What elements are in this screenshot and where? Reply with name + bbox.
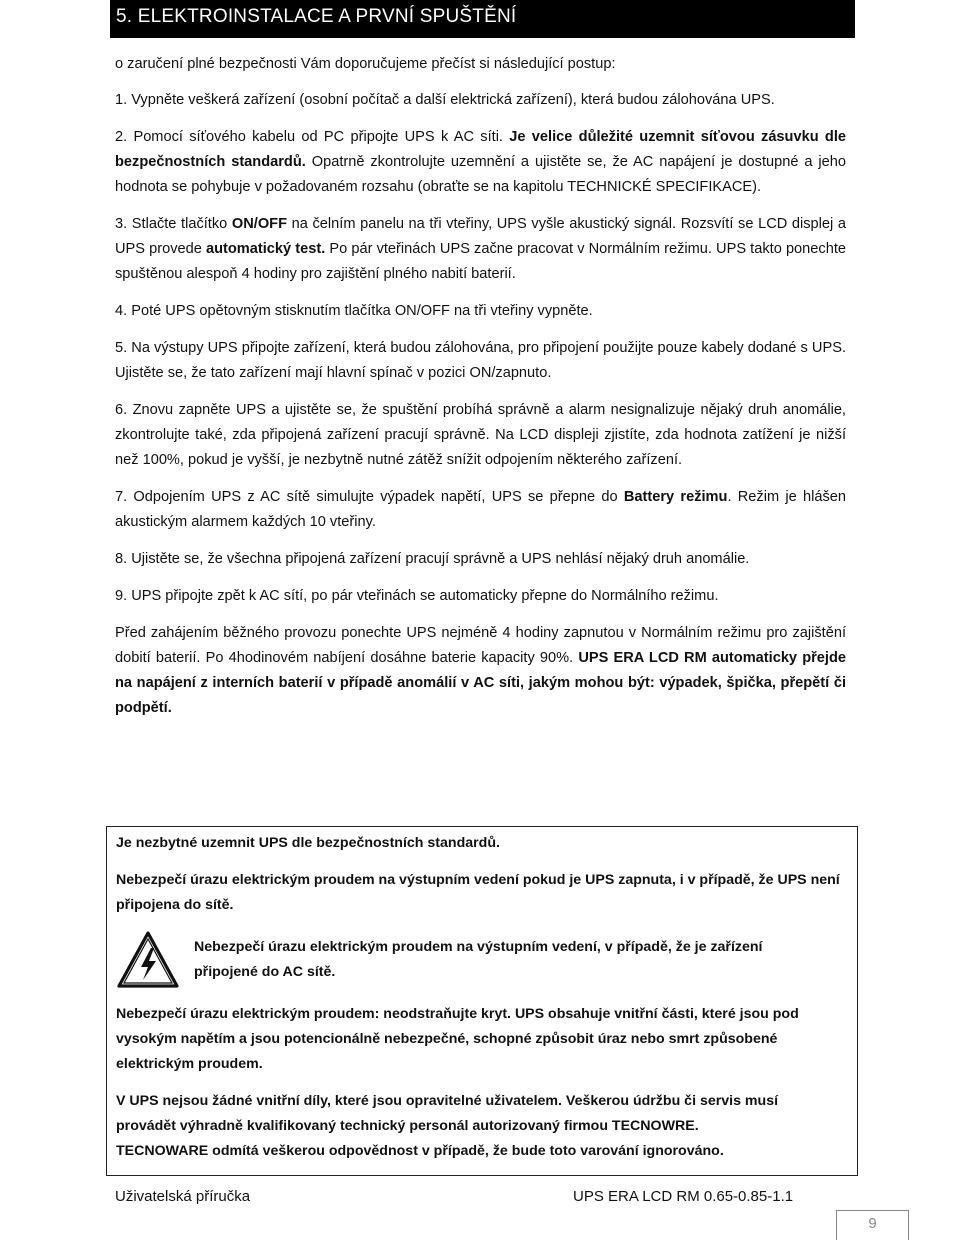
section-header	[110, 0, 855, 38]
step-7: 7. Odpojením UPS z AC sítě simulujte výpadek napětí, UPS se přepne do Battery režimu. Režim je hlášen akustickým alarmem každých 10 vteřiny.	[115, 489, 846, 530]
instructions-body	[115, 52, 846, 733]
high-voltage-warning-icon	[116, 930, 180, 990]
footer-manual-title: Uživatelská příručka	[115, 1188, 251, 1205]
on-off-label: ON/OFF	[231, 216, 288, 232]
step-4: 4. Poté UPS opětovným stisknutím tlačítka ON/OFF na tři vteřiny vypněte.	[115, 303, 593, 319]
page-number-box	[836, 1210, 909, 1240]
intro-text: o zaručení plné bezpečnosti Vám doporučujeme přečíst si následující postup:	[115, 56, 616, 72]
warning-cover: Nebezpečí úrazu elektrickým proudem: neodstraňujte kryt. UPS obsahuje vnitřní části, které jsou pod vysokým napětím a jsou potencionálně nebezpečné, schopné způsobit úraz nebo smrt způsobené elektrickým proudem.	[116, 1006, 799, 1072]
warning-disclaimer: TECNOWARE odmítá veškerou odpovědnost v případě, že bude toto varování ignorováno.	[116, 1143, 724, 1159]
step-2: 2. Pomocí síťového kabelu od PC připojte UPS k AC síti. Je velice důležité uzemnit síťovou zásuvku dle bezpečnostních standardů. Opatrně zkontrolujte uzemnění a ujistěte se, že AC napájení je dostupné a jeho hodnota se pohybuje v požadovaném rozsahu (obraťte se na kapitolu TECHNICKÉ SPECIFIKACE).	[115, 129, 847, 195]
warning-with-icon	[116, 930, 857, 990]
warning-service: V UPS nejsou žádné vnitřní díly, které jsou opravitelné uživatelem. Veškerou údržbu či servis musí provádět výhradně kvalifikovaný technický personál autorizovaný firmou TECNOWRE. TECNOWARE odmítá veškerou odpovědnost v případě, že bude toto varování ignorováno.	[116, 1093, 779, 1159]
battery-mode-label: Battery režimu	[623, 489, 728, 505]
warning-grounding: Je nezbytné uzemnit UPS dle bezpečnostních standardů.	[116, 835, 500, 851]
safety-warning-box	[106, 826, 858, 1176]
step-6: 6. Znovu zapněte UPS a ujistěte se, že spuštění probíhá správně a alarm nesignalizuje nějaký druh anomálie, zkontrolujte také, zda připojená zařízení pracují správně. Na LCD displeji zjistíte, zda hodnota zatížení je nižší než 100%, pokud je vyšší, je nezbytně nutné zátěž snížit odpojením některého zařízení.	[115, 402, 846, 468]
step-8: 8. Ujistěte se, že všechna připojená zařízení pracují správně a UPS nehlásí nějaký druh anomálie.	[115, 551, 750, 567]
step-3: 3. Stlačte tlačítko ON/OFF na čelním panelu na tři vteřiny, UPS vyšle akustický signál. Rozsvítí se LCD displej a UPS provede automatický test. Po pár vteřinách UPS začne pracovat v Normálním režimu. UPS takto ponechte spuštěnou alespoň 4 hodiny pro zajištění plného nabití baterií.	[115, 216, 846, 282]
closing-paragraph: Před zahájením běžného provozu ponechte UPS nejméně 4 hodiny zapnutou v Normálním režimu pro zajištění dobití baterií. Po 4hodinovém nabíjení dosáhne baterie kapacity 90%. UPS ERA LCD RM automaticky přejde na napájení z interních baterií v případě anomálií v AC síti, jakým mohou být: výpadek, špička, přepětí či podpětí.	[115, 625, 846, 716]
step-1: 1. Vypněte veškerá zařízení (osobní počítač a další elektrická zařízení), která budou zálohována UPS.	[115, 92, 775, 108]
warning-ac-shock: Nebezpečí úrazu elektrickým proudem na výstupním vedení, v případě, že je zařízení připojené do AC sítě.	[194, 939, 763, 980]
warning-output-shock: Nebezpečí úrazu elektrickým proudem na výstupním vedení pokud je UPS zapnuta, i v případě, že UPS není připojena do sítě.	[116, 872, 840, 913]
footer-model: UPS ERA LCD RM 0.65-0.85-1.1	[573, 1188, 794, 1205]
auto-test-label: automatický test.	[205, 241, 326, 257]
step-9: 9. UPS připojte zpět k AC sítí, po pár vteřinách se automaticky přepne do Normálního režimu.	[115, 588, 719, 604]
section-title: 5. ELEKTROINSTALACE A PRVNÍ SPUŠTĚNÍ	[116, 6, 517, 27]
page-number: 9	[868, 1215, 877, 1232]
step-5: 5. Na výstupy UPS připojte zařízení, která budou zálohována, pro připojení použijte pouze kabely dodané s UPS. Ujistěte se, že tato zařízení mají hlavní spínač v pozici ON/zapnuto.	[115, 340, 846, 381]
closing-emphasis: UPS ERA LCD RM automaticky přejde na napájení z interních baterií v případě anomálií v AC síti, jakým mohou být: výpadek, špička, přepětí či podpětí.	[115, 650, 846, 716]
step-2-emphasis: Je velice důležité uzemnit síťovou zásuvku dle bezpečnostních standardů.	[115, 129, 846, 170]
